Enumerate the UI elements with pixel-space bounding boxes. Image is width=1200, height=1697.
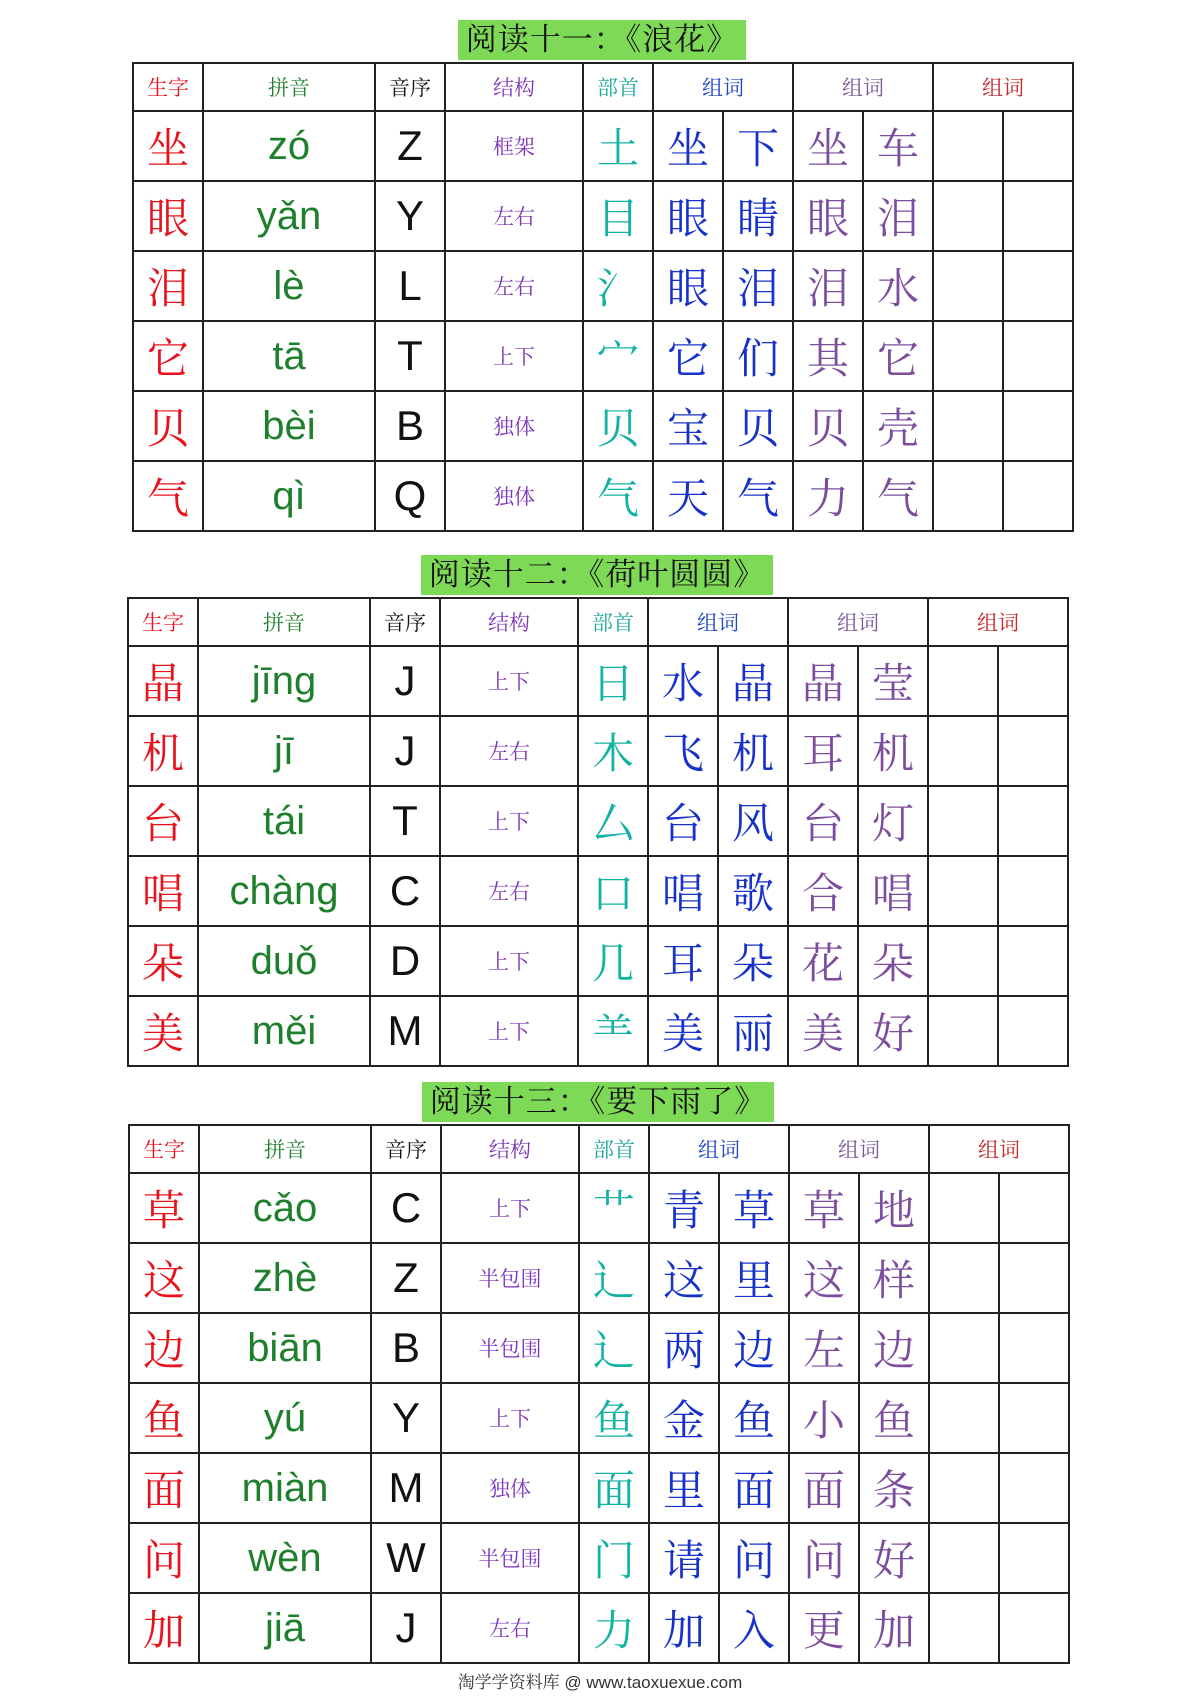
cell-pinyin: cǎo	[199, 1173, 371, 1243]
character-table	[128, 1124, 1070, 1664]
cell-word2-b: 加	[859, 1593, 929, 1663]
cell-word2-a: 耳	[788, 716, 858, 786]
header-letter: 音序	[375, 63, 445, 111]
cell-word3-b	[999, 1173, 1069, 1243]
cell-char: 气	[133, 461, 203, 531]
cell-radical: 气	[583, 461, 653, 531]
cell-word3-b	[999, 1523, 1069, 1593]
cell-word3-a	[933, 111, 1003, 181]
header-pinyin: 拼音	[203, 63, 375, 111]
cell-word2-b: 机	[858, 716, 928, 786]
cell-word2-a: 花	[788, 926, 858, 996]
cell-structure: 左右	[441, 1593, 579, 1663]
cell-word2-a: 泪	[793, 251, 863, 321]
header-structure: 结构	[440, 598, 578, 646]
cell-word3-a	[933, 391, 1003, 461]
table-row	[128, 996, 1068, 1066]
cell-radical: 木	[578, 716, 648, 786]
cell-word3-b	[998, 786, 1068, 856]
cell-word3-a	[928, 716, 998, 786]
cell-word3-b	[999, 1243, 1069, 1313]
header-words-3: 组词	[933, 63, 1073, 111]
cell-letter: J	[371, 1593, 441, 1663]
cell-radical: 目	[583, 181, 653, 251]
header-radical: 部首	[583, 63, 653, 111]
cell-structure: 独体	[445, 391, 583, 461]
cell-structure: 上下	[440, 786, 578, 856]
cell-word1-a: 耳	[648, 926, 718, 996]
table-row	[133, 461, 1073, 531]
cell-letter: J	[370, 716, 440, 786]
header-structure: 结构	[445, 63, 583, 111]
cell-word3-b	[998, 716, 1068, 786]
section-title: 阅读十一：《浪花》	[458, 20, 747, 60]
cell-word2-b: 灯	[858, 786, 928, 856]
cell-structure: 独体	[445, 461, 583, 531]
cell-radical: 氵	[583, 251, 653, 321]
cell-char: 加	[129, 1593, 199, 1663]
cell-word2-b: 莹	[858, 646, 928, 716]
cell-word3-b	[999, 1383, 1069, 1453]
header-words-1: 组词	[649, 1125, 789, 1173]
header-radical: 部首	[578, 598, 648, 646]
cell-pinyin: yú	[199, 1383, 371, 1453]
cell-word1-a: 坐	[653, 111, 723, 181]
cell-word1-a: 宝	[653, 391, 723, 461]
table-row	[129, 1383, 1069, 1453]
character-table	[127, 597, 1069, 1067]
section-title: 阅读十三：《要下雨了》	[422, 1082, 775, 1122]
cell-word2-a: 更	[789, 1593, 859, 1663]
cell-word1-a: 水	[648, 646, 718, 716]
cell-word2-a: 眼	[793, 181, 863, 251]
cell-word1-b: 入	[719, 1593, 789, 1663]
cell-word1-b: 风	[718, 786, 788, 856]
cell-char: 面	[129, 1453, 199, 1523]
cell-letter: J	[370, 646, 440, 716]
header-words-2: 组词	[788, 598, 928, 646]
cell-char: 唱	[128, 856, 198, 926]
cell-structure: 半包围	[441, 1523, 579, 1593]
cell-structure: 左右	[445, 181, 583, 251]
cell-word2-b: 泪	[863, 181, 933, 251]
cell-word1-a: 天	[653, 461, 723, 531]
cell-word1-a: 唱	[648, 856, 718, 926]
table-row	[129, 1243, 1069, 1313]
cell-word3-a	[929, 1593, 999, 1663]
cell-word3-b	[998, 926, 1068, 996]
cell-structure: 左右	[440, 856, 578, 926]
cell-pinyin: yǎn	[203, 181, 375, 251]
cell-structure: 上下	[440, 996, 578, 1066]
cell-pinyin: lè	[203, 251, 375, 321]
table-row	[129, 1453, 1069, 1523]
cell-word2-a: 其	[793, 321, 863, 391]
cell-word2-b: 壳	[863, 391, 933, 461]
cell-word1-a: 两	[649, 1313, 719, 1383]
table-row	[128, 926, 1068, 996]
cell-word1-a: 里	[649, 1453, 719, 1523]
cell-pinyin: miàn	[199, 1453, 371, 1523]
cell-word1-b: 晶	[718, 646, 788, 716]
cell-pinyin: tái	[198, 786, 370, 856]
header-pinyin: 拼音	[199, 1125, 371, 1173]
header-char: 生字	[129, 1125, 199, 1173]
table-row	[128, 646, 1068, 716]
cell-letter: C	[370, 856, 440, 926]
cell-word2-a: 力	[793, 461, 863, 531]
cell-word2-a: 面	[789, 1453, 859, 1523]
cell-letter: L	[375, 251, 445, 321]
cell-letter: C	[371, 1173, 441, 1243]
cell-radical: 贝	[583, 391, 653, 461]
header-radical: 部首	[579, 1125, 649, 1173]
header-char: 生字	[133, 63, 203, 111]
table-row	[133, 181, 1073, 251]
cell-word1-b: 睛	[723, 181, 793, 251]
cell-radical: 门	[579, 1523, 649, 1593]
cell-word2-a: 问	[789, 1523, 859, 1593]
cell-word2-b: 气	[863, 461, 933, 531]
cell-pinyin: jiā	[199, 1593, 371, 1663]
cell-structure: 上下	[445, 321, 583, 391]
cell-word3-a	[929, 1243, 999, 1313]
cell-word3-b	[1003, 391, 1073, 461]
cell-word1-a: 眼	[653, 251, 723, 321]
table-row	[133, 251, 1073, 321]
cell-letter: T	[375, 321, 445, 391]
cell-letter: Q	[375, 461, 445, 531]
cell-word2-a: 台	[788, 786, 858, 856]
cell-letter: T	[370, 786, 440, 856]
cell-letter: B	[375, 391, 445, 461]
cell-word2-a: 美	[788, 996, 858, 1066]
cell-word3-a	[929, 1383, 999, 1453]
header-row	[129, 1125, 1069, 1173]
cell-radical: 辶	[579, 1243, 649, 1313]
cell-word2-b: 鱼	[859, 1383, 929, 1453]
cell-char: 美	[128, 996, 198, 1066]
cell-word1-b: 泪	[723, 251, 793, 321]
table-row	[129, 1593, 1069, 1663]
cell-word3-a	[929, 1523, 999, 1593]
cell-word1-a: 台	[648, 786, 718, 856]
table-row	[129, 1313, 1069, 1383]
cell-word3-b	[999, 1593, 1069, 1663]
cell-letter: M	[370, 996, 440, 1066]
cell-word1-b: 气	[723, 461, 793, 531]
cell-word1-b: 下	[723, 111, 793, 181]
cell-radical: 日	[578, 646, 648, 716]
cell-word2-a: 这	[789, 1243, 859, 1313]
cell-letter: Z	[371, 1243, 441, 1313]
cell-word2-b: 它	[863, 321, 933, 391]
table-row	[129, 1173, 1069, 1243]
cell-word2-b: 条	[859, 1453, 929, 1523]
cell-word2-a: 草	[789, 1173, 859, 1243]
cell-radical: 辶	[579, 1313, 649, 1383]
cell-pinyin: biān	[199, 1313, 371, 1383]
cell-word3-b	[999, 1313, 1069, 1383]
cell-pinyin: wèn	[199, 1523, 371, 1593]
table-row	[133, 111, 1073, 181]
cell-word1-b: 贝	[723, 391, 793, 461]
section-reading-11	[132, 20, 1072, 532]
cell-word1-b: 面	[719, 1453, 789, 1523]
cell-word3-b	[1003, 321, 1073, 391]
cell-char: 眼	[133, 181, 203, 251]
cell-char: 晶	[128, 646, 198, 716]
character-table	[132, 62, 1074, 532]
cell-word2-a: 晶	[788, 646, 858, 716]
cell-word3-b	[1003, 461, 1073, 531]
cell-word1-a: 加	[649, 1593, 719, 1663]
cell-char: 草	[129, 1173, 199, 1243]
cell-structure: 上下	[441, 1383, 579, 1453]
cell-structure: 半包围	[441, 1313, 579, 1383]
cell-word2-b: 好	[859, 1523, 929, 1593]
cell-word3-a	[933, 461, 1003, 531]
cell-word1-b: 问	[719, 1523, 789, 1593]
cell-word3-b	[999, 1453, 1069, 1523]
cell-word3-a	[928, 996, 998, 1066]
header-letter: 音序	[370, 598, 440, 646]
cell-word3-b	[998, 856, 1068, 926]
table-row	[128, 856, 1068, 926]
cell-letter: Y	[371, 1383, 441, 1453]
section-title-wrap	[127, 555, 1067, 597]
cell-radical: 几	[578, 926, 648, 996]
cell-word3-b	[998, 996, 1068, 1066]
cell-letter: Z	[375, 111, 445, 181]
cell-word3-a	[929, 1173, 999, 1243]
cell-word1-b: 歌	[718, 856, 788, 926]
cell-word2-a: 贝	[793, 391, 863, 461]
cell-structure: 半包围	[441, 1243, 579, 1313]
cell-word1-b: 丽	[718, 996, 788, 1066]
cell-radical: 口	[578, 856, 648, 926]
cell-char: 鱼	[129, 1383, 199, 1453]
header-words-2: 组词	[793, 63, 933, 111]
cell-word1-a: 它	[653, 321, 723, 391]
cell-word3-b	[1003, 111, 1073, 181]
cell-word3-a	[933, 321, 1003, 391]
cell-char: 边	[129, 1313, 199, 1383]
header-row	[128, 598, 1068, 646]
cell-word1-b: 里	[719, 1243, 789, 1313]
cell-word3-a	[928, 646, 998, 716]
cell-word1-b: 边	[719, 1313, 789, 1383]
cell-word3-b	[998, 646, 1068, 716]
cell-char: 朵	[128, 926, 198, 996]
cell-word2-b: 好	[858, 996, 928, 1066]
cell-char: 这	[129, 1243, 199, 1313]
cell-char: 它	[133, 321, 203, 391]
section-reading-13	[128, 1082, 1068, 1664]
header-pinyin: 拼音	[198, 598, 370, 646]
cell-word3-a	[928, 926, 998, 996]
cell-word2-b: 朵	[858, 926, 928, 996]
table-row	[129, 1523, 1069, 1593]
cell-word2-b: 唱	[858, 856, 928, 926]
cell-word1-b: 草	[719, 1173, 789, 1243]
cell-word2-b: 地	[859, 1173, 929, 1243]
cell-structure: 左右	[445, 251, 583, 321]
cell-pinyin: zhè	[199, 1243, 371, 1313]
cell-radical: 宀	[583, 321, 653, 391]
header-words-3: 组词	[929, 1125, 1069, 1173]
table-row	[128, 716, 1068, 786]
table-row	[133, 321, 1073, 391]
cell-word1-a: 金	[649, 1383, 719, 1453]
cell-word2-a: 合	[788, 856, 858, 926]
cell-word1-a: 青	[649, 1173, 719, 1243]
section-reading-12	[127, 555, 1067, 1067]
cell-word2-b: 车	[863, 111, 933, 181]
cell-letter: M	[371, 1453, 441, 1523]
cell-letter: B	[371, 1313, 441, 1383]
cell-word2-b: 水	[863, 251, 933, 321]
cell-char: 机	[128, 716, 198, 786]
cell-word1-b: 朵	[718, 926, 788, 996]
header-char: 生字	[128, 598, 198, 646]
cell-pinyin: bèi	[203, 391, 375, 461]
cell-pinyin: tā	[203, 321, 375, 391]
cell-pinyin: chàng	[198, 856, 370, 926]
table-row	[128, 786, 1068, 856]
section-title-wrap	[128, 1082, 1068, 1124]
cell-char: 台	[128, 786, 198, 856]
cell-structure: 上下	[441, 1173, 579, 1243]
cell-pinyin: jīng	[198, 646, 370, 716]
header-words-2: 组词	[789, 1125, 929, 1173]
cell-word2-a: 坐	[793, 111, 863, 181]
cell-word3-a	[929, 1453, 999, 1523]
cell-word2-a: 小	[789, 1383, 859, 1453]
cell-word1-b: 们	[723, 321, 793, 391]
cell-word3-a	[933, 181, 1003, 251]
cell-pinyin: jī	[198, 716, 370, 786]
header-structure: 结构	[441, 1125, 579, 1173]
header-words-1: 组词	[648, 598, 788, 646]
cell-radical: 艹	[579, 1173, 649, 1243]
cell-pinyin: duǒ	[198, 926, 370, 996]
cell-word2-b: 样	[859, 1243, 929, 1313]
cell-letter: D	[370, 926, 440, 996]
cell-word3-a	[928, 786, 998, 856]
cell-structure: 独体	[441, 1453, 579, 1523]
cell-radical: 土	[583, 111, 653, 181]
cell-word1-b: 鱼	[719, 1383, 789, 1453]
cell-word1-a: 美	[648, 996, 718, 1066]
cell-structure: 左右	[440, 716, 578, 786]
cell-word1-a: 请	[649, 1523, 719, 1593]
cell-letter: W	[371, 1523, 441, 1593]
cell-char: 坐	[133, 111, 203, 181]
header-words-3: 组词	[928, 598, 1068, 646]
cell-structure: 框架	[445, 111, 583, 181]
cell-char: 贝	[133, 391, 203, 461]
cell-word1-a: 飞	[648, 716, 718, 786]
cell-word3-a	[933, 251, 1003, 321]
header-words-1: 组词	[653, 63, 793, 111]
section-title: 阅读十二：《荷叶圆圆》	[421, 555, 774, 595]
cell-char: 泪	[133, 251, 203, 321]
cell-pinyin: měi	[198, 996, 370, 1066]
cell-radical: 力	[579, 1593, 649, 1663]
header-letter: 音序	[371, 1125, 441, 1173]
cell-word1-b: 机	[718, 716, 788, 786]
cell-word3-a	[928, 856, 998, 926]
cell-pinyin: qì	[203, 461, 375, 531]
table-row	[133, 391, 1073, 461]
cell-pinyin: zó	[203, 111, 375, 181]
cell-word1-a: 这	[649, 1243, 719, 1313]
cell-char: 问	[129, 1523, 199, 1593]
header-row	[133, 63, 1073, 111]
cell-radical: ⺷	[578, 996, 648, 1066]
cell-radical: 鱼	[579, 1383, 649, 1453]
cell-radical: 面	[579, 1453, 649, 1523]
footer-credit: 淘学学资料库 @ www.taoxuexue.com	[457, 1673, 743, 1692]
cell-word3-b	[1003, 181, 1073, 251]
cell-word3-b	[1003, 251, 1073, 321]
cell-word2-a: 左	[789, 1313, 859, 1383]
cell-word3-a	[929, 1313, 999, 1383]
cell-structure: 上下	[440, 646, 578, 716]
cell-structure: 上下	[440, 926, 578, 996]
cell-letter: Y	[375, 181, 445, 251]
cell-radical: 厶	[578, 786, 648, 856]
section-title-wrap	[132, 20, 1072, 62]
cell-word1-a: 眼	[653, 181, 723, 251]
cell-word2-b: 边	[859, 1313, 929, 1383]
